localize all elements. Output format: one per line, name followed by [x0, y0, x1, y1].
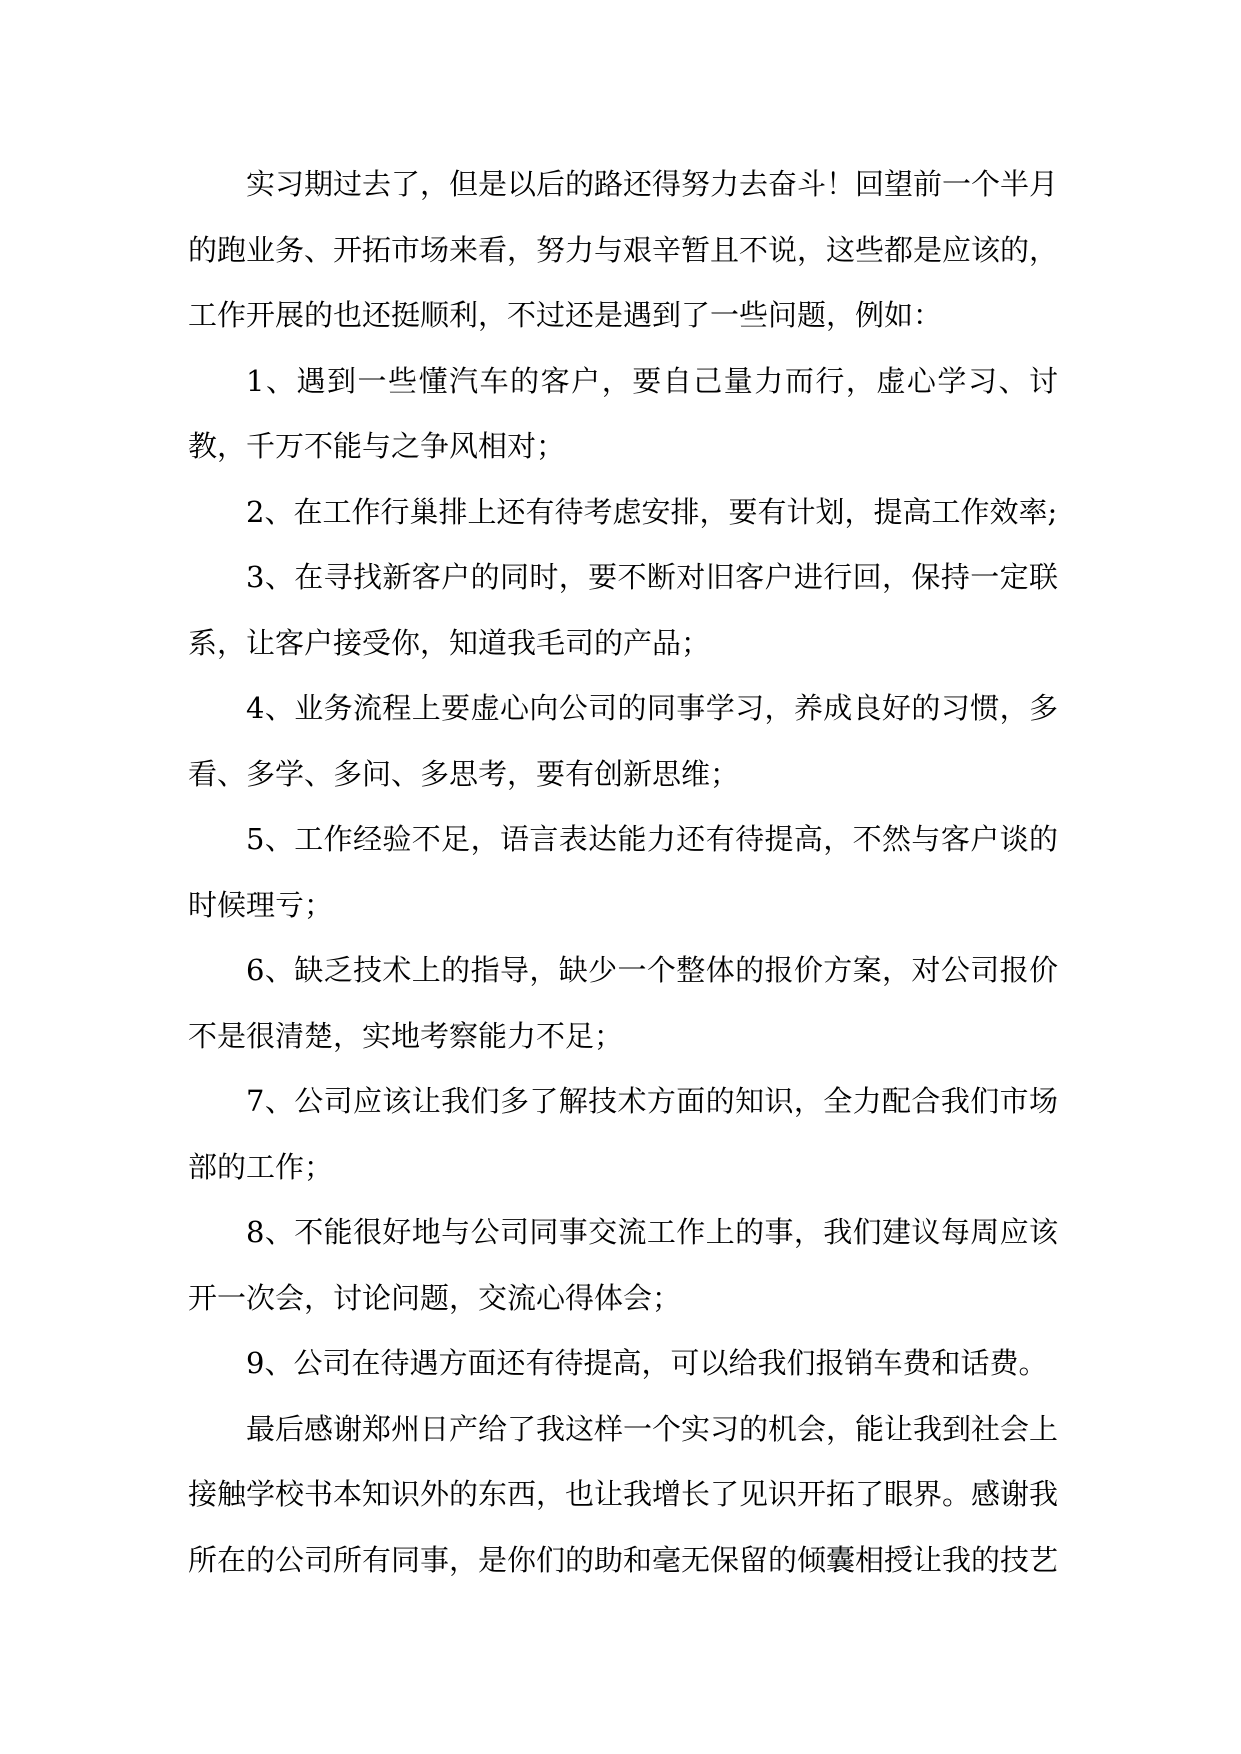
- paragraph-intro: 实习期过去了，但是以后的路还得努力去奋斗！回望前一个半月的跑业务、开拓市场来看，努力与艰辛暂且不说，这些都是应该的，工作开展的也还挺顺利，不过还是遇到了一些问题，例如：: [188, 167, 1059, 332]
- paragraph-item-6: 6、缺乏技术上的指导，缺少一个整体的报价方案，对公司报价不是很清楚，实地考察能力不足；: [188, 953, 1058, 1053]
- paragraph-item-1: 1、遇到一些懂汽车的客户，要自己量力而行，虚心学习、讨教，千万不能与之争风相对；: [188, 363, 1058, 463]
- document-body: [188, 152, 1058, 1593]
- paragraph-item-8: 8、不能很好地与公司同事交流工作上的事，我们建议每周应该开一次会，讨论问题，交流心得体会；: [188, 1215, 1058, 1315]
- paragraph-conclusion: 最后感谢郑州日产给了我这样一个实习的机会，能让我到社会上接触学校书本知识外的东西，也让我增长了见识开拓了眼界。感谢我所在的公司所有同事，是你们的助和毫无保留的倾囊相授让我的技艺: [188, 1411, 1059, 1577]
- paragraph-item-9: 9、公司在待遇方面还有待提高，可以给我们报销车费和话费。: [246, 1346, 1048, 1380]
- paragraph-item-2: 2、在工作行巢排上还有待考虑安排，要有计划，提高工作效率;: [246, 494, 1058, 529]
- paragraph-item-3: 3、在寻找新客户的同时，要不断对旧客户进行回，保持一定联系，让客户接受你，知道我毛司的产品；: [188, 560, 1058, 660]
- paragraph-item-7: 7、公司应该让我们多了解技术方面的知识，全力配合我们市场部的工作；: [188, 1084, 1058, 1184]
- paragraph-item-4: 4、业务流程上要虚心向公司的同事学习，养成良好的习惯，多看、多学、多问、多思考，要有创新思维；: [188, 691, 1058, 791]
- paragraph-item-5: 5、工作经验不足，语言表达能力还有待提高，不然与客户谈的时候理亏；: [188, 822, 1058, 922]
